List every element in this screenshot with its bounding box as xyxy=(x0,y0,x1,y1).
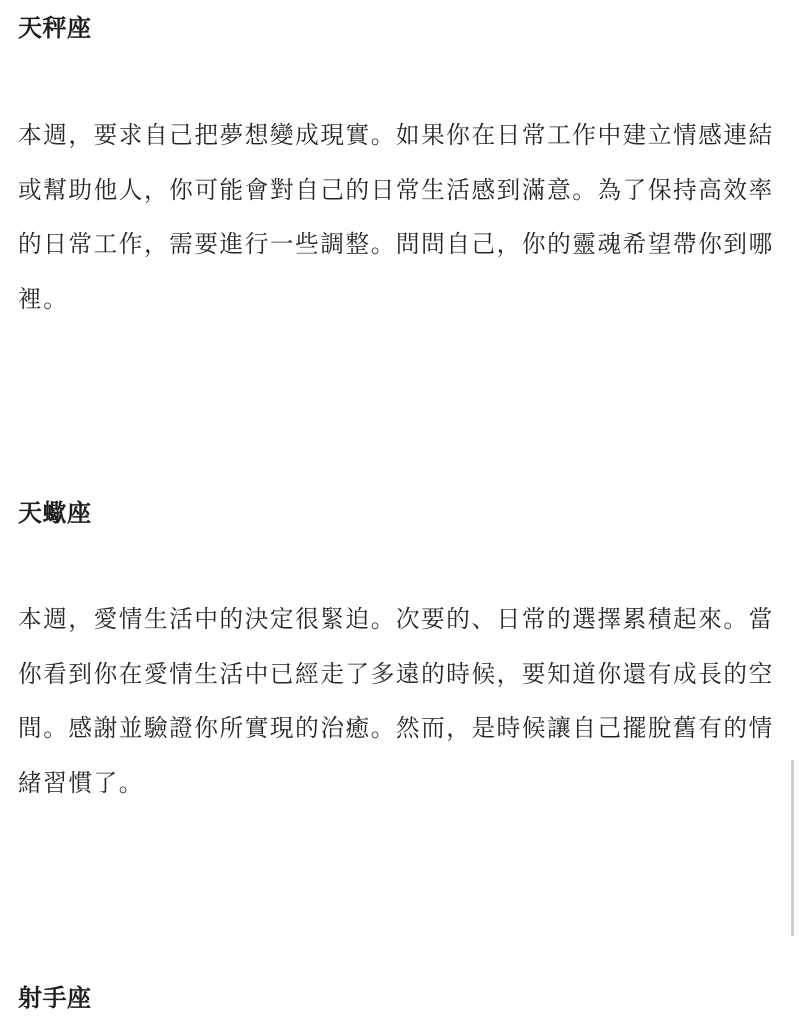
section-text-scorpio: 本週，愛情生活中的決定很緊迫。次要的、日常的選擇累積起來。當你看到你在愛情生活中已經走了多遠的時候，要知道你還有成長的空間。感謝並驗證你所實現的治癒。然而，是時候讓自己擺脫舊有的情緒習慣了。 xyxy=(18,605,774,797)
scrollbar-thumb[interactable] xyxy=(791,760,794,936)
section-heading-scorpio: 天蠍座 xyxy=(18,499,92,527)
section-heading-libra: 天秤座 xyxy=(18,14,92,42)
section-text-libra: 本週，要求自己把夢想變成現實。如果你在日常工作中建立情感連結或幫助他人，你可能會對自己的日常生活感到滿意。為了保持高效率的日常工作，需要進行一些調整。問問自己，你的靈魂希望帶你到哪裡。 xyxy=(18,121,774,313)
section-heading-sagittarius: 射手座 xyxy=(18,984,92,1012)
